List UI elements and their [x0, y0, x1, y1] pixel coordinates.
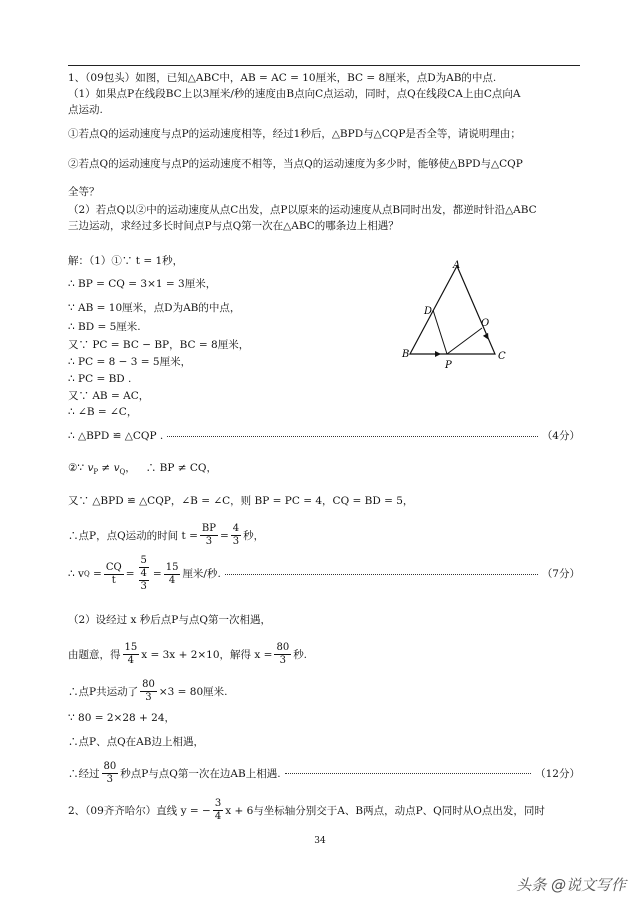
- problem1-question2-line2: 全等？: [68, 186, 100, 198]
- solution-line-4: ∴ BD = 5厘米.: [68, 321, 141, 333]
- fraction-bp-3: $\frac{BP}{3}$: [201, 523, 216, 547]
- label-q: O: [481, 318, 490, 329]
- solution-line-14: ∴ v Q = $\frac{CQ}{t}$ = 5 4 3 = $\frac{15}{4}$ 厘米/秒. （7分）: [68, 555, 580, 592]
- top-rule: [68, 65, 580, 66]
- arrow-bp: [435, 351, 441, 357]
- fraction-80-3: $\frac{80}{3}$: [103, 761, 117, 785]
- label-p: P: [445, 360, 452, 371]
- fraction-80-3: $\frac{80}{3}$: [142, 679, 155, 703]
- label-d: D: [424, 306, 433, 317]
- solution-line-12: 又∵ △BPD ≌ △CQP，∠B = ∠C，则 BP = PC = 4，CQ = BD = 5，: [68, 495, 414, 507]
- solution-line-11: ②∵ $v_P \ne v_Q$， ∴ BP ≠ CQ，: [68, 462, 218, 476]
- page-number: 34: [314, 836, 326, 846]
- problem1-header: 1、（09包头）如图，已知△ABC中，AB = AC = 10厘米，BC = 8厘米，点D为AB的中点.: [68, 72, 497, 84]
- triangle-figure: [395, 258, 515, 373]
- dot-leader: [167, 436, 538, 437]
- fraction-3-4: $\frac{3}{4}$: [214, 798, 222, 822]
- solution-line-7: ∴ PC = BD .: [68, 373, 132, 385]
- congruence-statement: ∴ △BPD ≌ △CQP .: [68, 430, 164, 442]
- fraction-80-3: $\frac{80}{3}$: [276, 642, 290, 666]
- solution-line-5: 又∵ PC = BC − BP，BC = 8厘米，: [68, 339, 250, 351]
- fraction-cq-t: $\frac{CQ}{t}$: [105, 561, 122, 586]
- solution-line-10: [68, 429, 580, 443]
- problem1-question2-line1: ②若点Q的运动速度与点P的运动速度不相等，当点Q的运动速度为多少时，能够使△BPD与△CQP: [68, 158, 523, 170]
- solution-part2-line-3: ∴点P共运动了 $\frac{80}{3}$ ×3 = 80厘米.: [68, 679, 228, 703]
- arrow-cq: [483, 333, 491, 341]
- problem1-part1-line2: 点运动.: [68, 104, 103, 116]
- solution-part2-line-5: ∴点P、点Q在AB边上相遇，: [68, 736, 204, 748]
- solution-part2-line-2: 由题意，得 $\frac{15}{4}$ x = 3x + 2×10，解得 x = $\frac{80}{3}$ 秒.: [68, 642, 308, 666]
- solution-part2-line-4: ∵ 80 = 2×28 + 24，: [68, 712, 176, 724]
- solution-line-2: ∴ BP = CQ = 3×1 = 3厘米，: [68, 278, 217, 290]
- problem1-part1-line1: （1）如果点P在线段BC上以3厘米/秒的速度由B点向C点运动，同时，点Q在线段CA上由C点向A: [68, 88, 521, 100]
- solution-line-3: ∵ AB = 10厘米，点D为AB的中点，: [68, 302, 241, 314]
- problem1-part2-line2: 三边运动，求经过多长时间点P与点Q第一次在△ABC的哪条边上相遇？: [68, 220, 399, 232]
- fraction-15-4: $\frac{15}{4}$: [165, 561, 179, 586]
- label-b: B: [402, 349, 410, 360]
- segment-dp: [433, 310, 447, 354]
- fraction-15-4: $\frac{15}{4}$: [124, 642, 138, 666]
- label-c: C: [498, 351, 506, 362]
- solution-line-13: ∴点P，点Q运动的时间 t = $\frac{BP}{3}$ = $\frac{4}{3}$ 秒，: [68, 523, 265, 547]
- dot-leader: [285, 773, 532, 774]
- time-unit: 秒，: [243, 529, 265, 542]
- score-12: （12分）: [535, 767, 580, 780]
- label-a: A: [453, 260, 461, 271]
- fraction-4-3: $\frac{4}{3}$: [232, 523, 240, 547]
- solution-part2-line-6: ∴经过 $\frac{80}{3}$ 秒点P与点Q第一次在边AB上相遇. （12分）: [68, 761, 580, 785]
- time-label: ∴点P，点Q运动的时间 t =: [68, 529, 198, 542]
- score-7: （7分）: [541, 568, 580, 580]
- dot-leader: [225, 574, 538, 575]
- problem1-question1: ①若点Q的运动速度与点P的运动速度相等，经过1秒后，△BPD与△CQP是否全等，请说明理由；: [68, 128, 521, 140]
- watermark: 头条 @说文写作: [516, 876, 626, 894]
- triangle-abc: [410, 266, 495, 354]
- speed-unit: 厘米/秒.: [182, 568, 221, 580]
- solution-line-6: ∴ PC = 8 − 3 = 5厘米，: [68, 356, 192, 368]
- problem2-line: 2、（09齐齐哈尔）直线 y = − $\frac{3}{4}$ x + 6与坐标轴分别交于A、B两点，动点P、Q同时从O点出发，同时: [68, 798, 545, 822]
- solution-line-8: 又∵ AB = AC，: [68, 390, 150, 402]
- solution-line-1: 解：（1）①∵ t = 1秒，: [68, 255, 184, 267]
- bp-neq-cq: ∴ BP ≠ CQ，: [145, 462, 218, 474]
- solution-part2-line-1: （2）设经过 x 秒后点P与点Q第一次相遇，: [68, 614, 271, 626]
- score-4: （4分）: [541, 430, 580, 442]
- segment-pq: [447, 328, 482, 354]
- solution-line-9: ∴ ∠B = ∠C，: [68, 406, 138, 418]
- problem1-part2-line1: （2）若点Q以②中的运动速度从点C出发，点P以原来的运动速度从点B同时出发，都逆时针沿△ABC: [68, 204, 537, 216]
- fraction-5-over-4-3: 5 4 3: [140, 555, 147, 592]
